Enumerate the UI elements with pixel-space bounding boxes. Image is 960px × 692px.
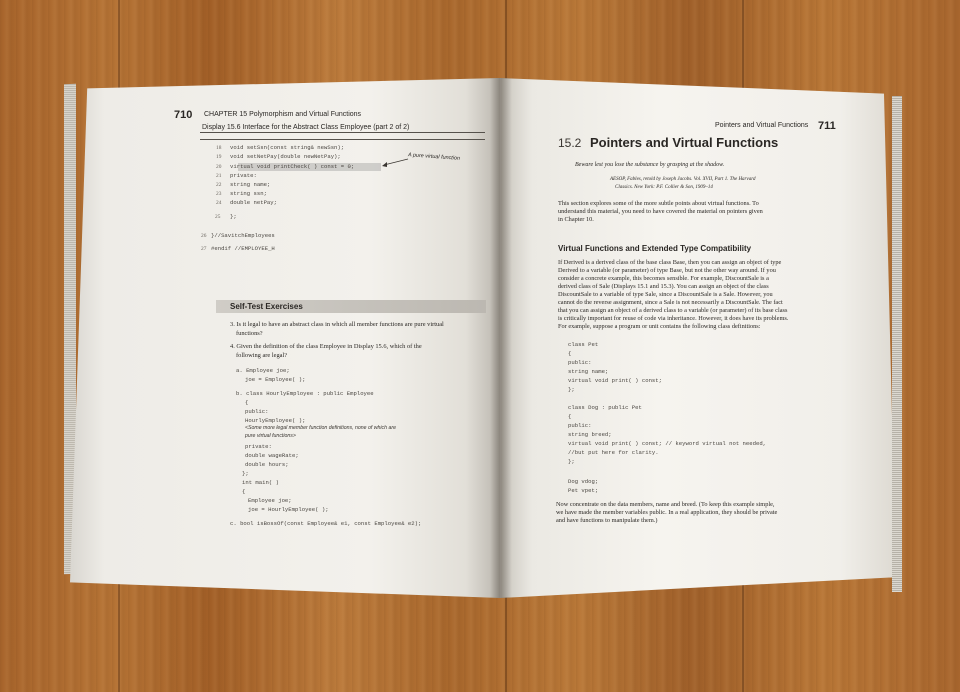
code-line: Employee joe;: [248, 497, 292, 504]
code-line: class Pet: [568, 341, 599, 348]
line-number: 26: [201, 233, 207, 239]
display-caption: Display 15.6 Interface for the Abstract Class Employee (part 2 of 2): [202, 124, 410, 131]
line-number: 19: [216, 154, 222, 160]
line-number: 24: [216, 200, 222, 206]
code-line: double netPay;: [230, 199, 277, 206]
line-number: 21: [216, 173, 222, 179]
question-4a-line-1: a. Employee joe;: [236, 367, 290, 374]
code-line: string name;: [568, 368, 609, 375]
book-spine-shadow: [490, 78, 512, 598]
intro-line: This section explores some of the more subtle points about virtual functions. To: [558, 200, 759, 207]
intro-line: in Chapter 10.: [558, 216, 594, 223]
code-line: joe = HourlyEmployee( );: [248, 506, 329, 513]
paragraph-line: is critically important for reuse of code via inheritance. However, it does have its problems.: [558, 315, 789, 322]
code-line: string breed;: [568, 431, 612, 438]
code-line: {: [568, 350, 572, 357]
line-number: 20: [216, 164, 222, 170]
section-title: Pointers and Virtual Functions: [590, 135, 779, 150]
code-comment: pure virtual functions>: [245, 433, 296, 439]
closing-line: and have functions to manipulate them.): [556, 517, 658, 524]
code-line: void setSsn(const string& newSsn);: [230, 144, 345, 151]
code-line: class Dog : public Pet: [568, 404, 642, 411]
question-4c: c. bool isBossOf(const Employee& e1, const Employee& e2);: [230, 520, 422, 527]
question-4-line-1: 4. Given the definition of the class Employee in Display 15.6, which of the: [230, 343, 422, 350]
paragraph-line: that you can assign an object of a derived class to a variable (or parameter) of its base class: [558, 307, 788, 314]
code-line: b. class HourlyEmployee : public Employee: [236, 390, 374, 397]
line-number: 23: [216, 191, 222, 197]
code-line: virtual void print( ) const; // keyword virtual not needed,: [568, 440, 767, 447]
code-line: };: [230, 213, 237, 220]
code-line: HourlyEmployee( );: [245, 417, 306, 424]
code-line: private:: [230, 172, 257, 179]
right-page-number: 711: [818, 120, 836, 132]
code-line: public:: [245, 408, 269, 415]
left-page-number: 710: [174, 109, 193, 121]
right-running-head: Pointers and Virtual Functions: [715, 122, 809, 129]
epigraph-attribution-1: AESOP, Fables, retold by Joseph Jacobs. Vol. XVII, Part 1. The Harvard: [610, 177, 756, 182]
code-line: public:: [568, 359, 592, 366]
closing-line: we have made the member variables public. In a real application, they should be private: [556, 509, 778, 516]
epigraph-attribution-2: Classics. New York: P.F. Collier & Son, 1909–14: [615, 185, 713, 190]
intro-line: understand this material, you need to have covered the material on pointers given: [558, 208, 763, 215]
epigraph: Beware lest you lose the substance by grasping at the shadow.: [575, 162, 725, 168]
annotation-label: A pure virtual function: [407, 152, 461, 162]
annotation-arrow: [380, 156, 410, 170]
section-number: 15.2: [558, 136, 582, 150]
line-number: 22: [216, 182, 222, 188]
subheading: Virtual Functions and Extended Type Compatibility: [558, 244, 752, 253]
question-4a-line-2: joe = Employee( );: [245, 376, 306, 383]
self-test-title: Self-Test Exercises: [230, 302, 303, 311]
line-number: 25: [215, 214, 221, 220]
question-3-line-2: functions?: [236, 330, 263, 337]
closing-line: Now concentrate on the data members, name and breed. (To keep this example simple,: [556, 501, 775, 508]
code-line: public:: [568, 422, 592, 429]
code-line: {: [245, 399, 249, 406]
paragraph-line: For example, suppose a program or unit contains the following class definitions:: [558, 323, 761, 330]
open-textbook: [70, 78, 900, 598]
code-line: double hours;: [245, 461, 289, 468]
paragraph-line: cannot do the reverse assignment, since a Sale is not necessarily a DiscountSale. The fact: [558, 299, 783, 306]
question-3-line-1: 3. Is it legal to have an abstract class in which all member functions are pure virtual: [230, 321, 444, 328]
code-line: {: [568, 413, 572, 420]
left-running-head: CHAPTER 15 Polymorphism and Virtual Functions: [204, 111, 362, 118]
line-number: 27: [201, 246, 207, 252]
paragraph-line: derived class of Sale (Displays 15.1 and 15.3). You can assign an object of the class: [558, 283, 769, 290]
code-line: string name;: [230, 181, 271, 188]
line-number: 18: [216, 145, 222, 151]
code-line: Pet vpet;: [568, 487, 599, 494]
code-line: double wageRate;: [245, 452, 299, 459]
right-page-edges: [892, 96, 902, 592]
paragraph-line: consider a concrete example, this becomes sensible. For example, DiscountSale is a: [558, 275, 769, 282]
code-line: virtual void print( ) const;: [568, 377, 662, 384]
code-line: }//SavitchEmployees: [211, 232, 275, 239]
paragraph-line: Derived to a variable (or parameter) of type Base, but not the other way around. If you: [558, 267, 776, 274]
code-line: void setNetPay(double newNetPay);: [230, 153, 341, 160]
code-line: };: [568, 386, 575, 393]
caption-rule-bottom: [200, 139, 485, 140]
code-line: };: [242, 470, 249, 477]
code-line: private:: [245, 443, 272, 450]
code-line: //but put here for clarity.: [568, 449, 659, 456]
code-line: };: [568, 458, 575, 465]
paragraph-line: If Derived is a derived class of the base class Base, then you can assign an object of type: [558, 259, 782, 266]
code-line: {: [242, 488, 246, 495]
code-line: virtual void printCheck( ) const = 0;: [230, 163, 355, 170]
question-4-line-2: following are legal?: [236, 352, 288, 359]
code-comment: <Some more legal member function definitions, none of which are: [245, 425, 396, 431]
paragraph-line: DiscountSale to a variable of type Sale, since a DiscountSale is a Sale. However, you: [558, 291, 773, 298]
caption-rule-top: [200, 132, 485, 133]
code-line: #endif //EMPLOYEE_H: [211, 245, 275, 252]
code-line: Dog vdog;: [568, 478, 599, 485]
code-line: int main( ): [242, 479, 279, 486]
code-line: string ssn;: [230, 190, 267, 197]
